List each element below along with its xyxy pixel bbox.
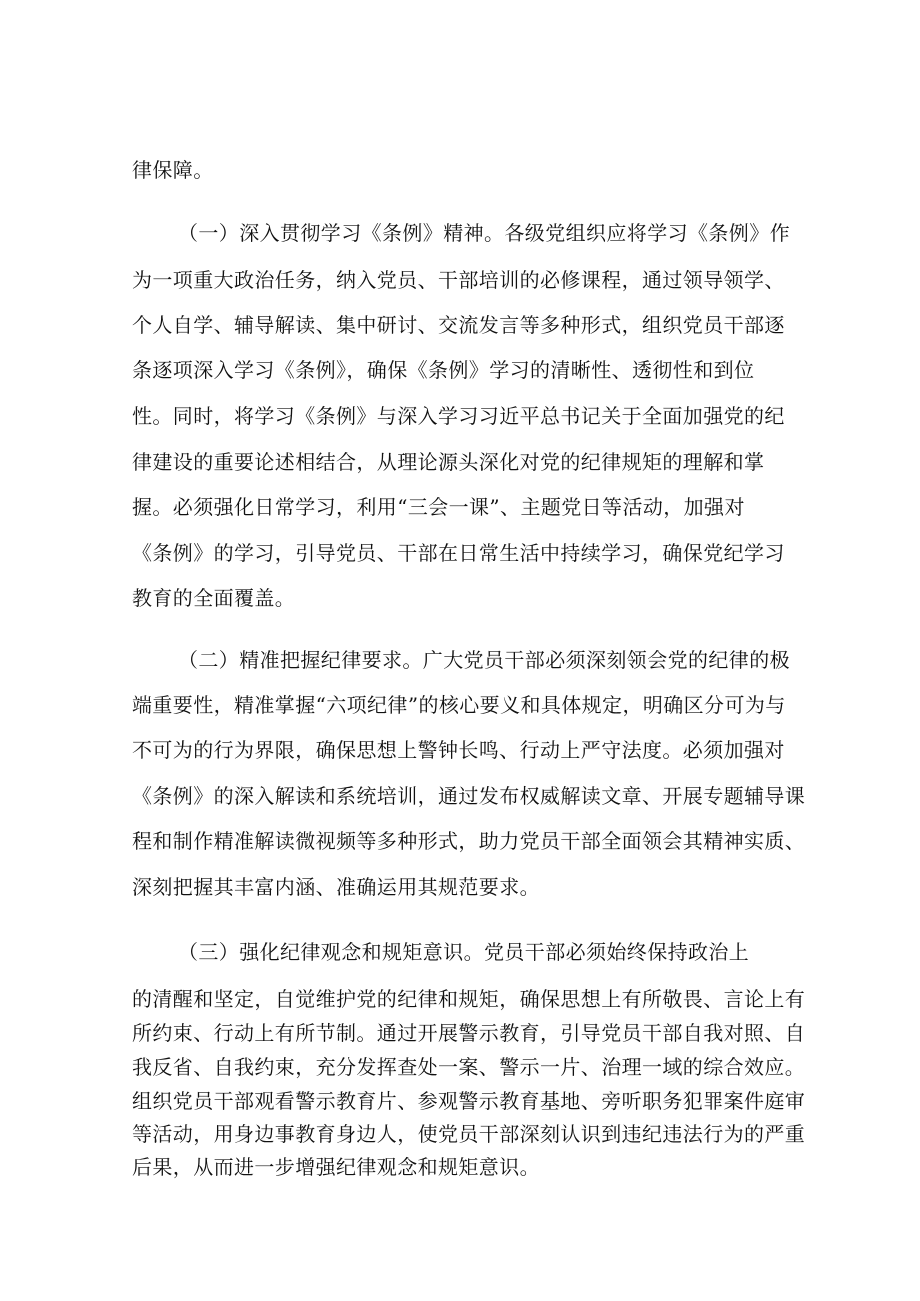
- text-line: 律保障。: [132, 158, 214, 182]
- text-line: 组织党员干部观看警示教育片、参观警示教育基地、旁听职务犯罪案件庭审: [132, 1089, 806, 1113]
- paragraph-1-heading-line: （一）深入贯彻学习《条例》精神。各级党组织应将学习《条例》作: [178, 221, 790, 245]
- paragraph-3-heading-line: （三）强化纪律观念和规矩意识。党员干部必须始终保持政治上: [178, 940, 750, 964]
- text-line: 律建设的重要论述相结合，从理论源头深化对党的纪律规矩的理解和掌: [132, 450, 765, 474]
- text-line: 不可为的行为界限，确保思想上警钟长鸣、行动上严守法度。必须加强对: [132, 738, 785, 762]
- text-line: 所约束、行动上有所节制。通过开展警示教育，引导党员干部自我对照、自: [132, 1021, 806, 1045]
- text-line: 等活动，用身边事教育身边人，使党员干部深刻认识到违纪违法行为的严重: [132, 1122, 806, 1146]
- text-line: 端重要性，精准掌握“六项纪律”的核心要义和具体规定，明确区分可为与: [132, 693, 786, 717]
- text-line: 程和制作精准解读微视频等多种形式，助力党员干部全面领会其精神实质、: [132, 829, 806, 853]
- text-line: 后果，从而进一步增强纪律观念和规矩意识。: [132, 1155, 540, 1179]
- text-line: 的清醒和坚定，自觉维护党的纪律和规矩，确保思想上有所敬畏、言论上有: [132, 987, 806, 1011]
- text-line: 为一项重大政治任务，纳入党员、干部培训的必修课程，通过领导领学、: [132, 268, 785, 292]
- text-line: 握。必须强化日常学习，利用“三会一课”、主题党日等活动，加强对: [132, 495, 745, 519]
- text-line: 《条例》的学习，引导党员、干部在日常生活中持续学习，确保党纪学习: [132, 541, 785, 565]
- text-line: 性。同时，将学习《条例》与深入学习习近平总书记关于全面加强党的纪: [132, 404, 785, 428]
- text-line: 个人自学、辅导解读、集中研讨、交流发言等多种形式，组织党员干部逐: [132, 313, 785, 337]
- text-line: 条逐项深入学习《条例》，确保《条例》学习的清晰性、透彻性和到位: [132, 358, 755, 382]
- text-line: 我反省、自我约束，充分发挥查处一案、警示一片、治理一域的综合效应。: [132, 1055, 806, 1079]
- text-line: 《条例》的深入解读和系统培训，通过发布权威解读文章、开展专题辅导课: [132, 784, 806, 808]
- paragraph-2-heading-line: （二）精准把握纪律要求。广大党员干部必须深刻领会党的纪律的极: [178, 648, 790, 672]
- text-line: 教育的全面覆盖。: [132, 586, 296, 610]
- text-line: 深刻把握其丰富内涵、准确运用其规范要求。: [132, 875, 540, 899]
